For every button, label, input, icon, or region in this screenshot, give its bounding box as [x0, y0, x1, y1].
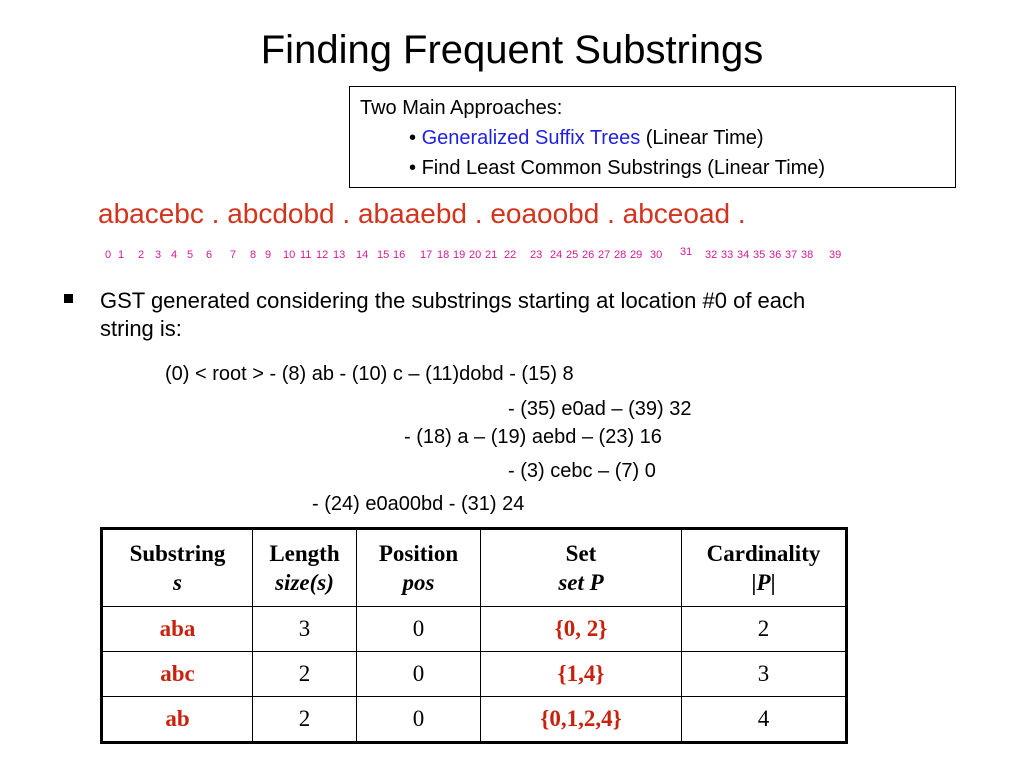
bullet-line-1: GST generated considering the substrings starting at location #0 of each	[100, 288, 806, 313]
index-label: 6	[206, 249, 213, 261]
substring-table-wrap	[100, 527, 848, 744]
cell-set: {0,1,2,4}	[481, 697, 682, 743]
table-row	[102, 697, 847, 743]
cell-cardinality: 3	[682, 652, 847, 697]
index-label: 29	[630, 249, 643, 261]
bullet-dot: •	[409, 157, 417, 179]
index-label: 8	[250, 249, 257, 261]
index-label: 39	[829, 249, 842, 261]
concatenated-string: abacebc . abcdobd . abaaebd . eoaoobd . abceoad .	[98, 198, 746, 229]
index-label: 19	[453, 249, 466, 261]
index-label: 37	[785, 249, 798, 261]
index-label: 25	[566, 249, 579, 261]
table-header-row	[102, 529, 847, 607]
index-label: 12	[316, 249, 329, 261]
approach-item-lcs	[409, 155, 825, 181]
index-label: 15	[377, 249, 390, 261]
gst-line-2: - (35) e0ad – (39) 32	[508, 398, 692, 420]
index-label: 7	[230, 249, 237, 261]
index-label: 18	[437, 249, 450, 261]
index-label: 16	[393, 249, 406, 261]
table-row	[102, 652, 847, 697]
approaches-heading: Two Main Approaches:	[360, 97, 563, 119]
index-label: 3	[155, 249, 162, 261]
index-label: 32	[705, 249, 718, 261]
header-cardinality: Cardinality |P|	[682, 529, 847, 607]
index-label: 22	[504, 249, 517, 261]
cell-substring: aba	[102, 607, 253, 652]
substring-table	[100, 527, 848, 744]
header-length: Length size(s)	[253, 529, 357, 607]
approach-item-gst	[409, 125, 764, 151]
index-label: 33	[721, 249, 734, 261]
index-label: 23	[530, 249, 543, 261]
approach-rest: Find Least Common Substrings (Linear Time)	[421, 157, 826, 179]
index-label: 31	[680, 246, 693, 258]
index-label: 0	[105, 249, 112, 261]
header-substring: Substring s	[102, 529, 253, 607]
index-label: 10	[283, 249, 296, 261]
cell-substring: ab	[102, 697, 253, 743]
index-label: 38	[801, 249, 814, 261]
index-label: 34	[737, 249, 750, 261]
index-label: 21	[485, 249, 498, 261]
approach-highlight: Generalized Suffix Trees	[421, 127, 641, 149]
cell-substring: abc	[102, 652, 253, 697]
page-title: Finding Frequent Substrings	[260, 28, 764, 72]
cell-position: 0	[357, 697, 481, 743]
index-label: 20	[469, 249, 482, 261]
index-label: 9	[265, 249, 272, 261]
index-label: 11	[300, 249, 312, 261]
bullet-line-2: string is:	[100, 316, 182, 341]
cell-position: 0	[357, 652, 481, 697]
index-label: 30	[650, 249, 663, 261]
header-position: Position pos	[357, 529, 481, 607]
index-label: 5	[187, 249, 194, 261]
index-label: 17	[420, 249, 433, 261]
bullet-square-icon	[64, 294, 73, 303]
header-set: Set set P	[481, 529, 682, 607]
index-label: 27	[598, 249, 611, 261]
gst-line-4: - (3) cebc – (7) 0	[508, 460, 656, 482]
table-row	[102, 607, 847, 652]
bullet-text	[100, 287, 805, 343]
index-label: 36	[769, 249, 782, 261]
index-label: 1	[118, 249, 125, 261]
index-label: 4	[171, 249, 178, 261]
index-label: 35	[753, 249, 766, 261]
index-label: 14	[356, 249, 369, 261]
index-label: 26	[582, 249, 595, 261]
gst-line-5: - (24) e0a00bd - (31) 24	[312, 493, 525, 515]
index-label: 28	[614, 249, 627, 261]
cell-cardinality: 4	[682, 697, 847, 743]
index-label: 2	[138, 249, 145, 261]
index-label: 24	[550, 249, 563, 261]
cell-length: 3	[253, 607, 357, 652]
bullet-dot: •	[409, 127, 417, 149]
cell-length: 2	[253, 697, 357, 743]
cell-set: {0, 2}	[481, 607, 682, 652]
cell-set: {1,4}	[481, 652, 682, 697]
gst-line-3: - (18) a – (19) aebd – (23) 16	[404, 426, 662, 448]
index-label: 13	[333, 249, 346, 261]
cell-position: 0	[357, 607, 481, 652]
gst-line-1: (0) < root > - (8) ab - (10) c – (11)dobd - (15) 8	[165, 363, 574, 385]
approach-rest: (Linear Time)	[640, 127, 764, 149]
cell-length: 2	[253, 652, 357, 697]
cell-cardinality: 2	[682, 607, 847, 652]
